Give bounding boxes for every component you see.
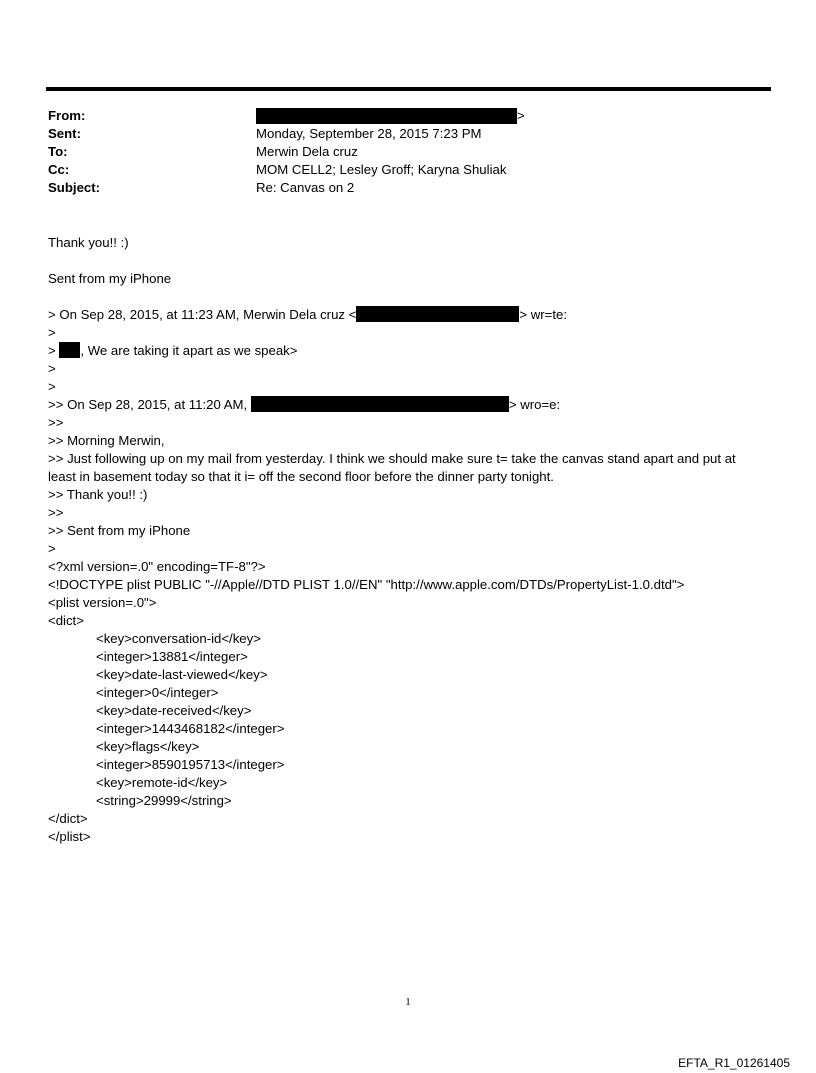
quote-text: > <box>48 343 60 358</box>
from-value <box>256 107 525 125</box>
xml-line: <key>flags</key> <box>96 739 200 754</box>
to-row <box>48 143 525 161</box>
quote-line: >> <box>48 415 64 430</box>
redaction-box <box>356 306 519 322</box>
sent-label: Sent: <box>48 126 81 141</box>
quote-line: >> <box>48 505 64 520</box>
xml-line: <!DOCTYPE plist PUBLIC "-//Apple//DTD PLIST 1.0//EN" "http://www.apple.com/DTDs/PropertyList-1.0.dtd"> <box>48 577 685 592</box>
header-rule <box>46 87 771 91</box>
xml-line: </plist> <box>48 829 91 844</box>
subject-value: Re: Canvas on 2 <box>256 180 355 195</box>
quote-line <box>48 306 760 324</box>
page-number: 1 <box>405 996 411 1008</box>
cc-label: Cc: <box>48 162 70 177</box>
quote-line: >> Morning Merwin, <box>48 433 165 448</box>
email-body <box>48 234 760 846</box>
quote-text: > wro=e: <box>508 397 561 412</box>
xml-line: <key>remote-id</key> <box>96 775 228 790</box>
xml-line: <integer>13881</integer> <box>96 649 248 664</box>
redaction-box <box>251 396 509 412</box>
document-id: EFTA_R1_01261405 <box>678 1056 790 1070</box>
from-label: From: <box>48 108 86 123</box>
xml-line: <?xml version=.0" encoding=TF-8"?> <box>48 559 266 574</box>
subject-label: Subject: <box>48 180 101 195</box>
sent-row <box>48 125 525 143</box>
from-row <box>48 107 525 125</box>
cc-value: MOM CELL2; Lesley Groff; Karyna Shuliak <box>256 162 507 177</box>
quote-line <box>48 396 760 414</box>
email-header <box>48 107 525 197</box>
xml-line: <dict> <box>48 613 84 628</box>
subject-row <box>48 179 525 197</box>
xml-line: <integer>1443468182</integer> <box>96 721 285 736</box>
quote-line: > <box>48 541 56 556</box>
xml-line: <key>date-received</key> <box>96 703 252 718</box>
quote-text: > On Sep 28, 2015, at 11:23 AM, Merwin Dela cruz < <box>48 307 357 322</box>
xml-line: </dict> <box>48 811 88 826</box>
signature-line: Sent from my iPhone <box>48 271 172 286</box>
sent-value: Monday, September 28, 2015 7:23 PM <box>256 126 482 141</box>
xml-line: <key>date-last-viewed</key> <box>96 667 268 682</box>
quote-line: >> Thank you!! :) <box>48 487 148 502</box>
redaction-box <box>59 342 80 358</box>
quote-text: > wr=te: <box>519 307 568 322</box>
quote-text: >> On Sep 28, 2015, at 11:20 AM, <box>48 397 251 412</box>
quote-line: >> Sent from my iPhone <box>48 523 191 538</box>
quote-line: > <box>48 325 56 340</box>
body-line: Thank you!! :) <box>48 235 129 250</box>
blank-line <box>48 252 760 270</box>
cc-row <box>48 161 525 179</box>
xml-line: <integer>8590195713</integer> <box>96 757 285 772</box>
redaction-box <box>256 108 517 124</box>
xml-line: <key>conversation-id</key> <box>96 631 261 646</box>
blank-line <box>48 288 760 306</box>
xml-line: <plist version=.0"> <box>48 595 157 610</box>
xml-line: <string>29999</string> <box>96 793 232 808</box>
quote-line: > <box>48 379 56 394</box>
from-suffix: > <box>517 108 525 123</box>
quote-text: , We are taking it apart as we speak> <box>80 343 298 358</box>
quote-line <box>48 342 760 360</box>
to-value: Merwin Dela cruz <box>256 144 358 159</box>
xml-line: <integer>0</integer> <box>96 685 219 700</box>
quote-line: >> Just following up on my mail from yesterday. I think we should make sure t= take the canvas stand apart and put at least in basement today so that it i= off the second floor before the dinner party tonight. <box>48 451 740 484</box>
to-label: To: <box>48 144 68 159</box>
quote-line: > <box>48 361 56 376</box>
